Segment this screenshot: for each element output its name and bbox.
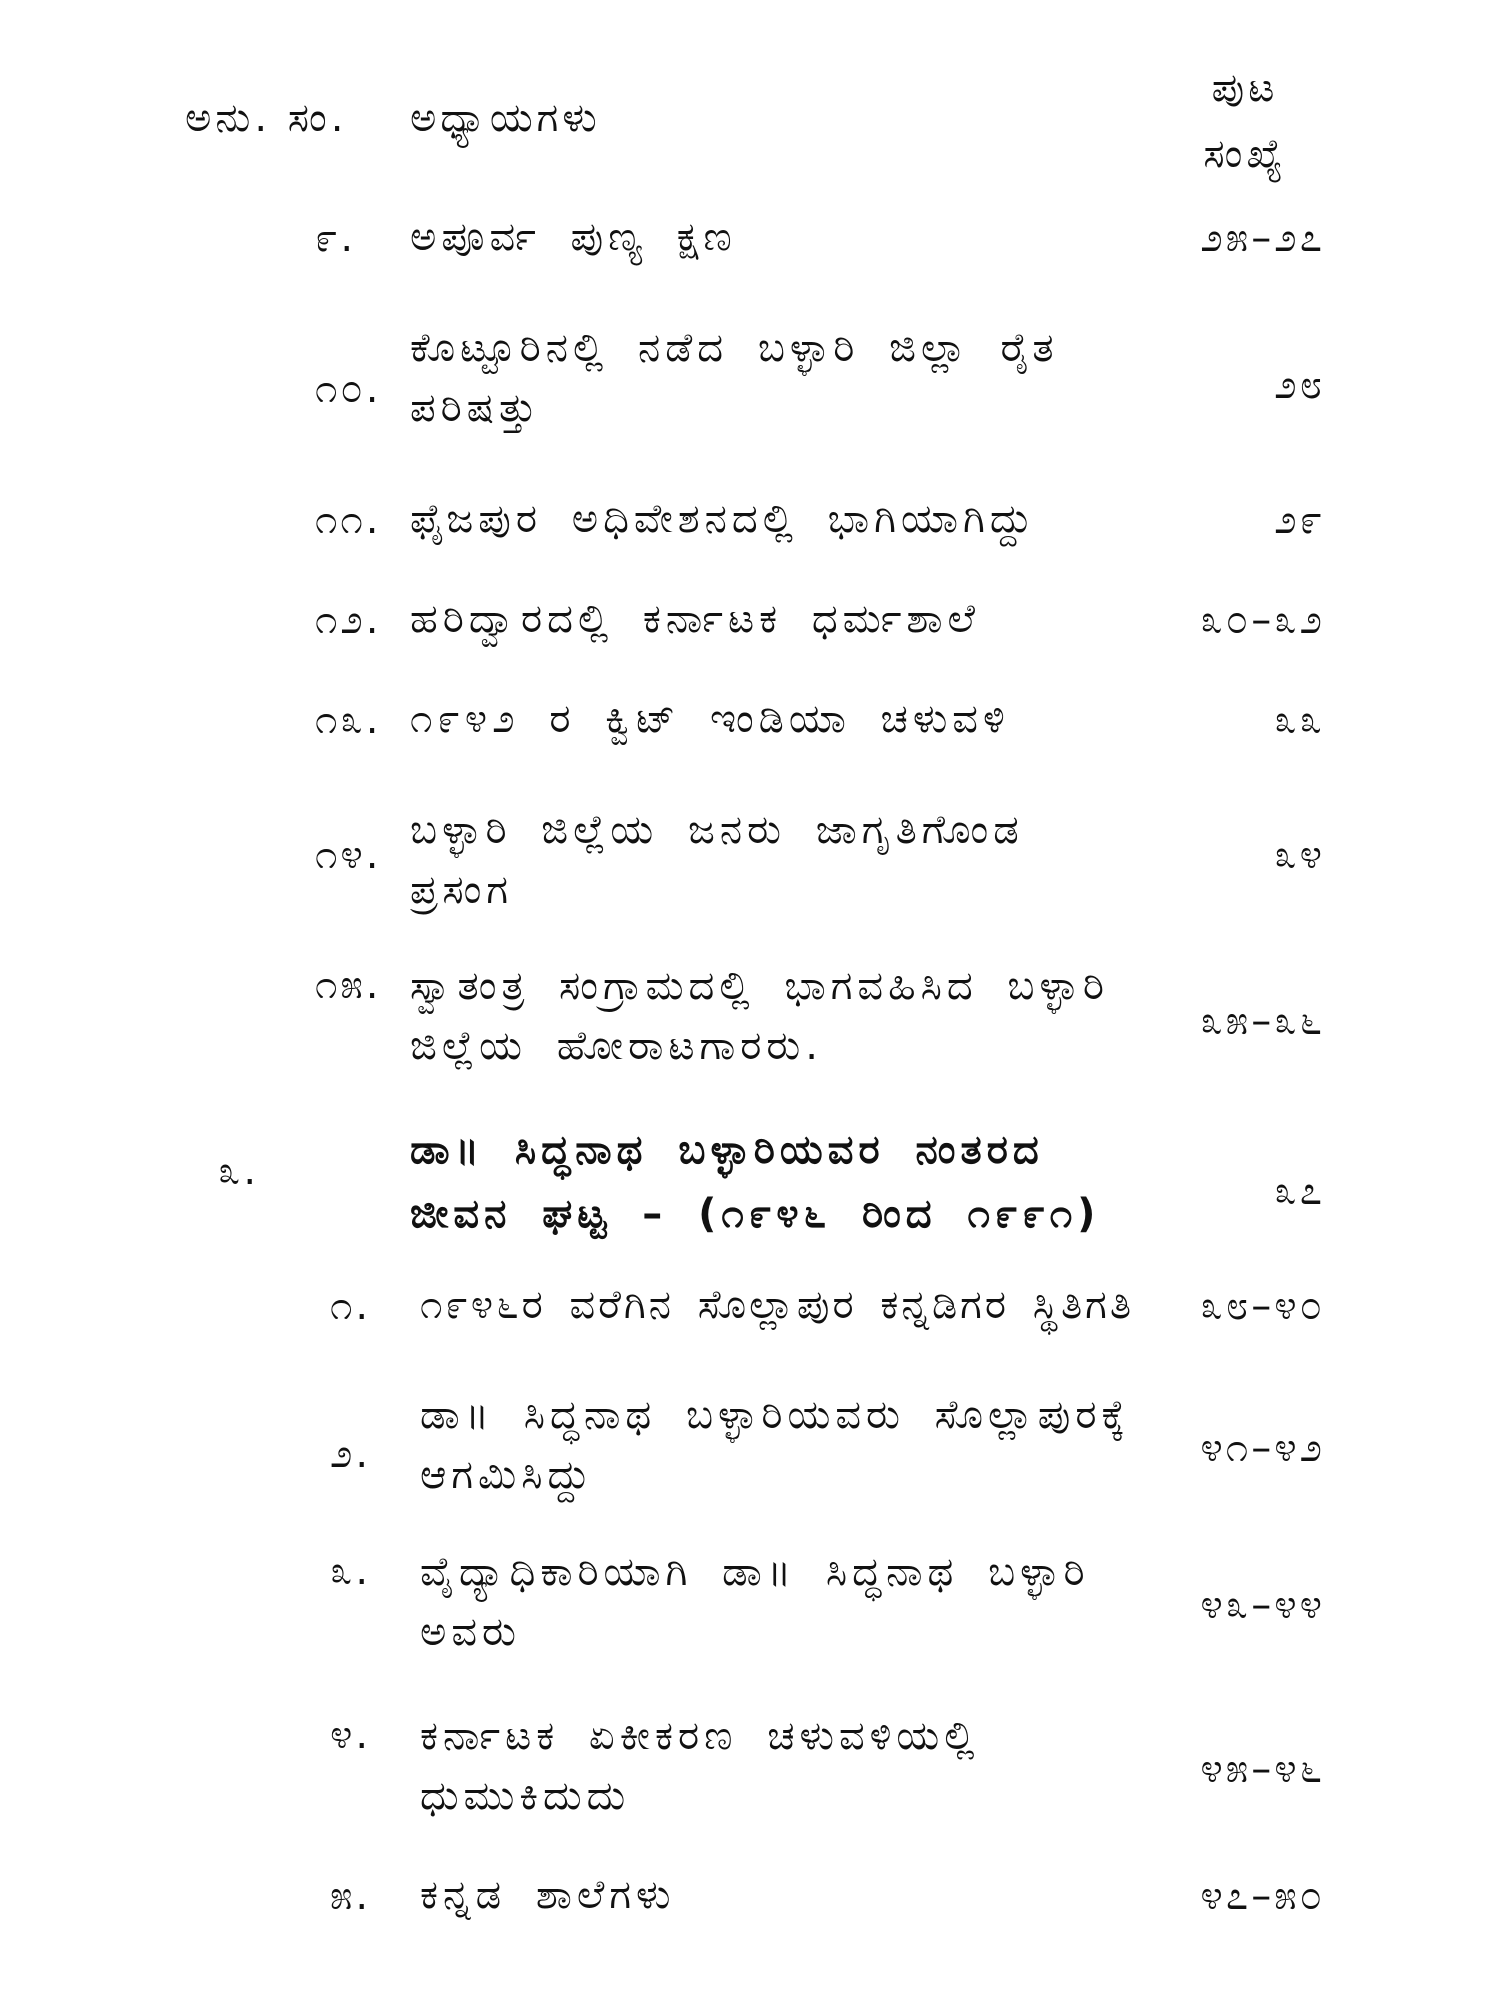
entry-pages: ೨೫–೨೭ bbox=[1200, 215, 1325, 261]
sub-entry-title: ವೈದ್ಯಾಧಿಕಾರಿಯಾಗಿ ಡಾ॥ ಸಿದ್ಧನಾಥ ಬಳ್ಳಾರಿ ಅವರು bbox=[420, 1549, 1090, 1655]
sub-entry-number: ೩. bbox=[330, 1548, 372, 1594]
entry-title: ಸ್ವಾತಂತ್ರ ಸಂಗ್ರಾಮದಲ್ಲಿ ಭಾಗವಹಿಸಿದ ಬಳ್ಳಾರಿ ಜಿಲ್ಲೆಯ ಹೋರಾಟಗಾರರು. bbox=[410, 963, 1109, 1069]
sub-entry-title: ಕರ್ನಾಟಕ ಏಕೀಕರಣ ಚಳುವಳಿಯಲ್ಲಿ ಧುಮುಕಿದುದು bbox=[420, 1713, 980, 1819]
entry-pages: ೩೩ bbox=[1274, 697, 1325, 743]
sub-entry-pages: ೪೩–೪೪ bbox=[1200, 1582, 1325, 1628]
entry-title: ಹರಿದ್ವಾರದಲ್ಲಿ ಕರ್ನಾಟಕ ಧರ್ಮಶಾಲೆ bbox=[410, 596, 980, 642]
sub-entry-title: ಡಾ॥ ಸಿದ್ಧನಾಥ ಬಳ್ಳಾರಿಯವರು ಸೊಲ್ಲಾಪುರಕ್ಕೆ ಆಗಮಿಸಿದ್ದು bbox=[420, 1392, 1130, 1498]
sub-entry-pages: ೪೧–೪೨ bbox=[1200, 1425, 1325, 1471]
entry-title: ಅಪೂರ್ವ ಪುಣ್ಯ ಕ್ಷಣ bbox=[410, 214, 737, 260]
sub-entry-pages: ೪೭–೫೦ bbox=[1200, 1873, 1325, 1919]
entry-number: ೧೨. bbox=[315, 597, 382, 643]
page-number-column-header bbox=[1150, 55, 1340, 187]
entry-number: ೧೫. bbox=[315, 962, 382, 1008]
section-title: ಡಾ॥ ಸಿದ್ಧನಾಥ ಬಳ್ಳಾರಿಯವರ ನಂತರದ ಜೀವನ ಘಟ್ಟ – (೧೯೪೬ ರಿಂದ ೧೯೯೧) bbox=[410, 1127, 1101, 1237]
page-number-header-line1: ಪುಟ bbox=[1211, 65, 1279, 111]
sub-entry-title: ಕನ್ನಡ ಶಾಲೆಗಳು bbox=[420, 1872, 676, 1918]
entry-number: ೧೦. bbox=[315, 366, 382, 412]
entry-pages: ೨೮ bbox=[1274, 362, 1325, 408]
entry-number: ೧೩. bbox=[315, 697, 382, 743]
sub-entry-pages: ೩೮–೪೦ bbox=[1200, 1283, 1325, 1329]
sub-entry-number: ೧. bbox=[330, 1283, 372, 1329]
page-number-header-line2: ಸಂಖ್ಯೆ bbox=[1203, 131, 1287, 177]
entry-title: ೧೯೪೨ ರ ಕ್ವಿಟ್ ಇಂಡಿಯಾ ಚಳುವಳಿ bbox=[410, 696, 1010, 742]
entry-pages: ೨೯ bbox=[1274, 497, 1325, 543]
sub-entry-number: ೫. bbox=[330, 1873, 372, 1919]
entry-pages: ೩೫–೩೬ bbox=[1200, 998, 1325, 1044]
entry-number: ೧೪. bbox=[315, 832, 382, 878]
entry-pages: ೩೪ bbox=[1274, 832, 1325, 878]
entry-number: ೯. bbox=[315, 215, 357, 261]
sub-entry-number: ೪. bbox=[330, 1712, 372, 1758]
entry-pages: ೩೦–೩೨ bbox=[1200, 597, 1325, 643]
entry-title: ಬಳ್ಳಾರಿ ಜಿಲ್ಲೆಯ ಜನರು ಜಾಗೃತಿಗೊಂಡ ಪ್ರಸಂಗ bbox=[410, 807, 1024, 913]
chapters-column-header: ಅಧ್ಯಾಯಗಳು bbox=[410, 95, 601, 141]
section-pages: ೩೭ bbox=[1274, 1168, 1325, 1214]
entry-title: ಫೈಜಪುರ ಅಧಿವೇಶನದಲ್ಲಿ ಭಾಗಿಯಾಗಿದ್ದು bbox=[410, 496, 1038, 542]
entry-title: ಕೊಟ್ಟೂರಿನಲ್ಲಿ ನಡೆದ ಬಳ್ಳಾರಿ ಜಿಲ್ಲಾ ರೈತ ಪರಿಷತ್ತು bbox=[410, 325, 1059, 431]
serial-number-column-header: ಅನು. ಸಂ. bbox=[185, 95, 348, 141]
sub-entry-title: ೧೯೪೬ರ ವರೆಗಿನ ಸೊಲ್ಲಾಪುರ ಕನ್ನಡಿಗರ ಸ್ಥಿತಿಗತಿ bbox=[420, 1282, 1135, 1328]
entry-number: ೧೧. bbox=[315, 497, 382, 543]
sub-entry-number: ೨. bbox=[330, 1431, 372, 1477]
sub-entry-pages: ೪೫–೪೬ bbox=[1200, 1746, 1325, 1792]
section-number: ೩. bbox=[218, 1148, 260, 1194]
